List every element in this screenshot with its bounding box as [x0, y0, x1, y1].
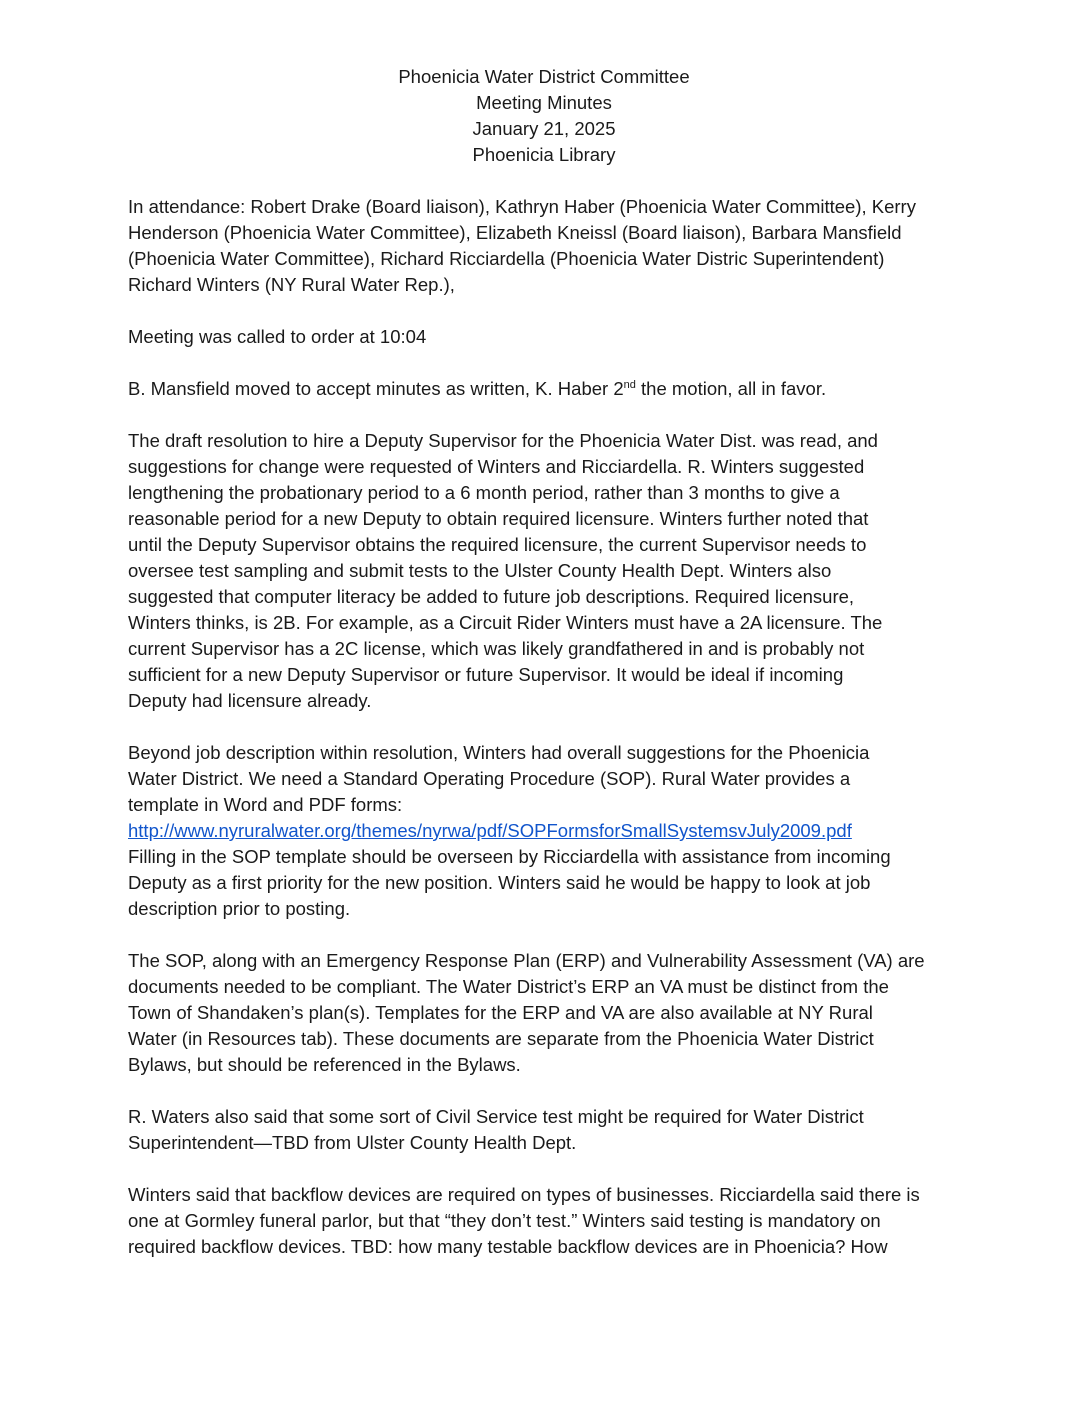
meeting-location: Phoenicia Library: [472, 144, 616, 165]
attendance-line: (Phoenicia Water Committee), Richard Ricciardella (Phoenicia Water Distric Superintendent): [128, 248, 885, 269]
sop-line: description prior to posting.: [128, 898, 351, 919]
resolution-line: until the Deputy Supervisor obtains the required licensure, the current Supervisor needs to: [128, 534, 867, 555]
civil-service-paragraph: [128, 1104, 973, 1156]
erp-paragraph: [128, 948, 973, 1078]
backflow-line: one at Gormley funeral parlor, but that “they don’t test.” Winters said testing is mandatory on: [128, 1210, 881, 1231]
civil-service-line: R. Waters also said that some sort of Civil Service test might be required for Water District: [128, 1106, 864, 1127]
ordinal-superscript: nd: [623, 378, 636, 391]
document-header: [0, 64, 1088, 168]
sop-line: Beyond job description within resolution, Winters had overall suggestions for the Phoenicia: [128, 742, 870, 763]
resolution-paragraph: [128, 428, 973, 714]
attendance-line: Henderson (Phoenicia Water Committee), Elizabeth Kneissl (Board liaison), Barbara Mansfield: [128, 222, 902, 243]
erp-line: Town of Shandaken’s plan(s). Templates for the ERP and VA are also available at NY Rural: [128, 1002, 873, 1023]
document-subtitle: Meeting Minutes: [476, 92, 612, 113]
call-to-order-text: Meeting was called to order at 10:04: [128, 326, 427, 347]
meeting-date: January 21, 2025: [472, 118, 616, 139]
resolution-line: Winters thinks, is 2B. For example, as a Circuit Rider Winters must have a 2A licensure. The: [128, 612, 883, 633]
minutes-motion-text: B. Mansfield moved to accept minutes as written, K. Haber 2: [128, 378, 624, 399]
resolution-line: reasonable period for a new Deputy to obtain required licensure. Winters further noted that: [128, 508, 869, 529]
call-to-order-paragraph: [128, 324, 973, 350]
sop-line: template in Word and PDF forms:: [128, 794, 403, 815]
minutes-motion-paragraph: [128, 376, 973, 402]
resolution-line: suggestions for change were requested of Winters and Ricciardella. R. Winters suggested: [128, 456, 865, 477]
backflow-line: Winters said that backflow devices are required on types of businesses. Ricciardella said there is: [128, 1184, 920, 1205]
resolution-line: oversee test sampling and submit tests to the Ulster County Health Dept. Winters also: [128, 560, 832, 581]
minutes-motion-line: [128, 376, 973, 402]
attendance-paragraph: [128, 194, 973, 298]
sop-paragraph: [128, 740, 973, 922]
minutes-motion-text-end: the motion, all in favor.: [635, 378, 827, 399]
civil-service-line: Superintendent—TBD from Ulster County Health Dept.: [128, 1132, 577, 1153]
attendance-line: In attendance: Robert Drake (Board liaison), Kathryn Haber (Phoenicia Water Committee), Kerry: [128, 196, 916, 217]
erp-line: Bylaws, but should be referenced in the Bylaws.: [128, 1054, 521, 1075]
attendance-line: Richard Winters (NY Rural Water Rep.),: [128, 274, 455, 295]
sop-template-link[interactable]: http://www.nyruralwater.org/themes/nyrwa/pdf/SOPFormsforSmallSystemsvJuly2009.pdf: [128, 820, 852, 841]
committee-title: Phoenicia Water District Committee: [398, 66, 690, 87]
resolution-line: suggested that computer literacy be added to future job descriptions. Required licensure,: [128, 586, 855, 607]
backflow-line: required backflow devices. TBD: how many testable backflow devices are in Phoenicia? How: [128, 1236, 888, 1257]
backflow-paragraph: [128, 1182, 973, 1260]
sop-line: Filling in the SOP template should be overseen by Ricciardella with assistance from incoming: [128, 846, 891, 867]
resolution-line: sufficient for a new Deputy Supervisor or future Supervisor. It would be ideal if incoming: [128, 664, 844, 685]
resolution-line: Deputy had licensure already.: [128, 690, 372, 711]
resolution-line: lengthening the probationary period to a 6 month period, rather than 3 months to give a: [128, 482, 840, 503]
document-body: [128, 194, 973, 1286]
resolution-line: The draft resolution to hire a Deputy Supervisor for the Phoenicia Water Dist. was read, and: [128, 430, 878, 451]
erp-line: documents needed to be compliant. The Water District’s ERP an VA must be distinct from the: [128, 976, 889, 997]
sop-line: Water District. We need a Standard Operating Procedure (SOP). Rural Water provides a: [128, 768, 851, 789]
sop-line: Deputy as a first priority for the new position. Winters said he would be happy to look at job: [128, 872, 871, 893]
resolution-line: current Supervisor has a 2C license, which was likely grandfathered in and is probably not: [128, 638, 865, 659]
erp-line: Water (in Resources tab). These documents are separate from the Phoenicia Water District: [128, 1028, 874, 1049]
erp-line: The SOP, along with an Emergency Response Plan (ERP) and Vulnerability Assessment (VA) are: [128, 950, 925, 971]
